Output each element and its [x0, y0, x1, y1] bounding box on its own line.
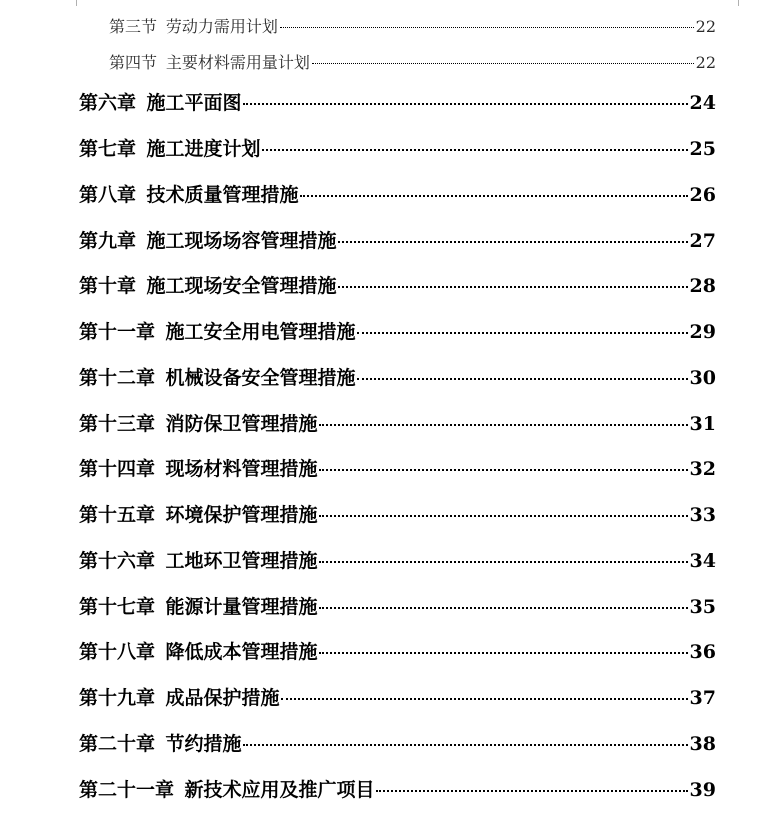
toc-entry-title: 成品保护措施 [165, 687, 280, 709]
toc-entry-page: 32 [689, 458, 716, 480]
toc-entry-title: 环境保护管理措施 [165, 504, 318, 526]
toc-chapter-entry[interactable] [79, 134, 716, 161]
toc-entry-page: 39 [689, 779, 716, 801]
toc-chapter-entry[interactable] [79, 683, 716, 710]
toc-entry-title: 施工平面图 [146, 92, 242, 114]
toc-entry-number: 第六章 [79, 92, 137, 114]
toc-entry-number: 第七章 [79, 138, 137, 160]
toc-chapter-entry[interactable] [79, 363, 716, 390]
toc-entry-title: 主要材料需用量计划 [165, 53, 310, 72]
toc-entry-title: 能源计量管理措施 [165, 596, 318, 618]
toc-entry-number: 第十七章 [79, 596, 156, 618]
toc-dot-leader [243, 744, 687, 746]
toc-entry-page: 25 [689, 138, 716, 160]
toc-dot-leader [319, 424, 687, 426]
toc-dot-leader [262, 149, 687, 151]
toc-entry-title: 施工现场场容管理措施 [146, 230, 337, 252]
toc-entry-page: 38 [689, 733, 716, 755]
toc-entry-page: 28 [689, 275, 716, 297]
toc-dot-leader [319, 607, 687, 609]
toc-section-entry[interactable] [79, 14, 716, 37]
toc-chapter-entry[interactable] [79, 454, 716, 481]
toc-entry-title: 机械设备安全管理措施 [165, 367, 356, 389]
toc-dot-leader [376, 790, 687, 792]
toc-entry-number: 第十章 [79, 275, 137, 297]
toc-entry-page: 22 [695, 17, 716, 36]
toc-chapter-entry[interactable] [79, 500, 716, 527]
toc-dot-leader [319, 469, 687, 471]
toc-entry-page: 33 [689, 504, 716, 526]
toc-entry-page: 30 [689, 367, 716, 389]
toc-entry-number: 第二十章 [79, 733, 156, 755]
toc-entry-title: 节约措施 [165, 733, 242, 755]
toc-entry-number: 第二十一章 [79, 779, 175, 801]
toc-entry-number: 第十一章 [79, 321, 156, 343]
toc-dot-leader [300, 195, 687, 197]
toc-dot-leader [280, 27, 694, 28]
toc-dot-leader [243, 103, 687, 105]
toc-dot-leader [338, 241, 687, 243]
page-corner-mark-right [738, 0, 757, 6]
toc-entry-title: 现场材料管理措施 [165, 458, 318, 480]
toc-entry-page: 29 [689, 321, 716, 343]
toc-entry-title: 施工安全用电管理措施 [165, 321, 356, 343]
toc-entry-title: 工地环卫管理措施 [165, 550, 318, 572]
toc-entry-number: 第九章 [79, 230, 137, 252]
toc-entry-number: 第十五章 [79, 504, 156, 526]
toc-chapter-entry[interactable] [79, 271, 716, 298]
toc-entry-page: 31 [689, 413, 716, 435]
toc-chapter-entry[interactable] [79, 180, 716, 207]
toc-entry-number: 第十二章 [79, 367, 156, 389]
toc-entry-number: 第四节 [109, 53, 158, 72]
toc-entry-page: 26 [689, 184, 716, 206]
page-corner-mark-left [58, 0, 77, 6]
toc-entry-page: 24 [689, 92, 716, 114]
toc-entry-number: 第十九章 [79, 687, 156, 709]
toc-entry-page: 22 [695, 53, 716, 72]
toc-entry-page: 34 [689, 550, 716, 572]
toc-entry-number: 第三节 [109, 17, 158, 36]
toc-dot-leader [281, 698, 687, 700]
toc-dot-leader [357, 332, 687, 334]
toc-dot-leader [357, 378, 687, 380]
toc-entry-title: 降低成本管理措施 [165, 641, 318, 663]
toc-entry-page: 27 [689, 230, 716, 252]
toc-entry-title: 劳动力需用计划 [165, 17, 278, 36]
toc-entry-page: 36 [689, 641, 716, 663]
toc-dot-leader [319, 652, 687, 654]
toc-chapter-entry[interactable] [79, 637, 716, 664]
toc-entry-title: 施工现场安全管理措施 [146, 275, 337, 297]
toc-chapter-entry[interactable] [79, 409, 716, 436]
toc-entry-title: 消防保卫管理措施 [165, 413, 318, 435]
toc-entry-page: 35 [689, 596, 716, 618]
toc-dot-leader [319, 515, 687, 517]
toc-entry-number: 第十三章 [79, 413, 156, 435]
toc-entry-number: 第十八章 [79, 641, 156, 663]
toc-section-entry[interactable] [79, 50, 716, 73]
toc-chapter-entry[interactable] [79, 546, 716, 573]
toc-dot-leader [338, 286, 687, 288]
toc-entry-title: 新技术应用及推广项目 [184, 779, 375, 801]
toc-chapter-entry[interactable] [79, 592, 716, 619]
toc-chapter-entry[interactable] [79, 775, 716, 802]
toc-entry-number: 第十四章 [79, 458, 156, 480]
toc-chapter-entry[interactable] [79, 88, 716, 115]
toc-entry-title: 施工进度计划 [146, 138, 261, 160]
toc-entry-title: 技术质量管理措施 [146, 184, 299, 206]
toc-chapter-entry[interactable] [79, 317, 716, 344]
toc-chapter-entry[interactable] [79, 729, 716, 756]
toc-dot-leader [312, 63, 694, 64]
toc-entry-number: 第八章 [79, 184, 137, 206]
toc-dot-leader [319, 561, 687, 563]
toc-entry-number: 第十六章 [79, 550, 156, 572]
toc-entry-page: 37 [689, 687, 716, 709]
toc-chapter-entry[interactable] [79, 226, 716, 253]
